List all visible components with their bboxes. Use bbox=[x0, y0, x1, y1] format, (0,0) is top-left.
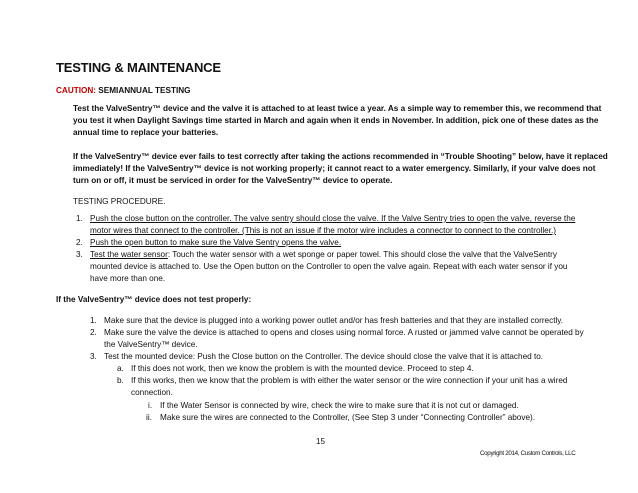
copyright-notice: Copyright 2014, Custom Controls, LLC bbox=[480, 450, 576, 457]
subsubstep-i-number: i. bbox=[148, 401, 153, 410]
substep-a-line-1: If this does not work, then we know the problem is with the mounted device. Proceed to step 4. bbox=[131, 364, 474, 373]
step-2-line-1: Make sure the valve the device is attached to opens and closes using normal force. A rusted or jammed valve cannot be operated by bbox=[104, 328, 584, 337]
procedure-3-line-1 bbox=[90, 250, 557, 259]
procedure-3-line-1-text: : Touch the water sensor with a wet sponge or paper towel. This should close the valve that the ValveSentry bbox=[167, 250, 557, 259]
step-1-line-1: Make sure that the device is plugged into a working power outlet and/or has fresh batteries and that they are installed correctly. bbox=[104, 316, 564, 325]
section-heading: TESTING & MAINTENANCE bbox=[56, 60, 221, 75]
substep-a-number: a. bbox=[117, 364, 124, 373]
procedure-2-line-1: Push the open button to make sure the Valve Sentry opens the valve. bbox=[90, 238, 342, 247]
substep-b-line-2: connection. bbox=[131, 388, 173, 397]
step-2-number: 2. bbox=[90, 328, 97, 337]
para1-line-3: annual time to replace your batteries. bbox=[73, 128, 219, 137]
para2-line-1: If the ValveSentry™ device ever fails to test correctly after taking the actions recommended in “Trouble Shooting” below, have it replaced bbox=[73, 152, 608, 161]
para1-line-2: you test it when Daylight Savings time started in March and again when it ends in November. In addition, pick one of these dates as the bbox=[73, 116, 599, 125]
caution-text: SEMIANNUAL TESTING bbox=[96, 86, 191, 95]
para2-line-2: immediately! If the ValveSentry™ device is not working properly; it cannot react to a water emergency. Similarly, if your valve does not bbox=[73, 164, 596, 173]
procedure-1-line-2: motor wires that connect to the controller. (This is not an issue if the motor wire includes a connector to connect to the controller.) bbox=[90, 226, 557, 235]
procedure-3-line-2: mounted device is attached to. Use the Open button on the Controller to open the valve again. Repeat with each water sensor if you bbox=[90, 262, 568, 271]
procedure-1-number: 1. bbox=[76, 214, 83, 223]
procedure-3-line-3: have more than one. bbox=[90, 274, 166, 283]
step-1-number: 1. bbox=[90, 316, 97, 325]
not-test-heading: If the ValveSentry™ device does not test properly: bbox=[56, 295, 252, 304]
caution-line bbox=[56, 86, 191, 95]
subsubstep-ii-line-1: Make sure the wires are connected to the Controller, (See Step 3 under “Connecting Controller” above). bbox=[160, 413, 536, 422]
para1-line-1: Test the ValveSentry™ device and the valve it is attached to at least twice a year. As a simple way to remember this, we recommend that bbox=[73, 104, 602, 113]
substep-b-line-1: If this works, then we know that the problem is with either the water sensor or the wire connection if your unit has a wired bbox=[131, 376, 568, 385]
procedure-label: TESTING PROCEDURE. bbox=[73, 197, 166, 206]
subsubstep-ii-number: ii. bbox=[146, 413, 152, 422]
substep-b-number: b. bbox=[117, 376, 124, 385]
subsubstep-i-line-1: If the Water Sensor is connected by wire, check the wire to make sure that it is not cut or damaged. bbox=[160, 401, 519, 410]
step-3-line-1: Test the mounted device: Push the Close button on the Controller. The device should close the valve that it is attached to. bbox=[104, 352, 544, 361]
step-2-line-2: the ValveSentry™ device. bbox=[104, 340, 198, 349]
caution-label: CAUTION: bbox=[56, 86, 97, 95]
page-number: 15 bbox=[316, 437, 325, 446]
procedure-3-number: 3. bbox=[76, 250, 83, 259]
procedure-2-number: 2. bbox=[76, 238, 83, 247]
procedure-1-line-1: Push the close button on the controller. The valve sentry should close the valve. If the Valve Sentry tries to open the valve, reverse the bbox=[90, 214, 576, 223]
para2-line-3: turn on or off, it must be serviced in order for the ValveSentry™ device to operate. bbox=[73, 176, 393, 185]
step-3-number: 3. bbox=[90, 352, 97, 361]
procedure-3-lead: Test the water sensor bbox=[90, 250, 168, 259]
